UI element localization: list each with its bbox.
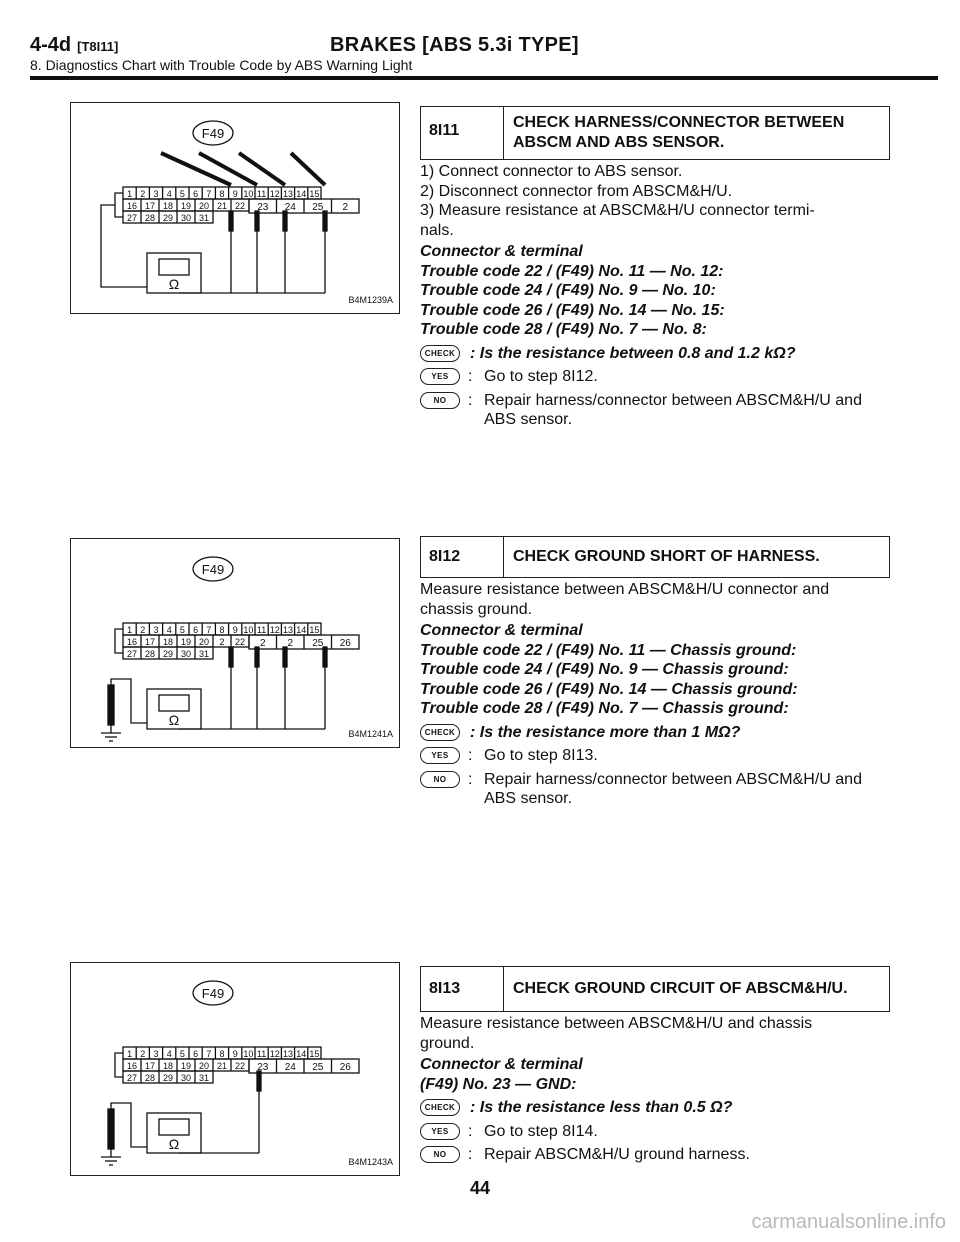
- pin-label: 17: [144, 201, 156, 211]
- pin-label: 2: [140, 1049, 146, 1059]
- check-badge: CHECK: [420, 1099, 460, 1116]
- check-badge: CHECK: [420, 345, 460, 362]
- step-8i13: [420, 966, 890, 1165]
- check-question: : Is the resistance more than 1 MΩ?: [470, 723, 741, 741]
- check-row: [420, 1098, 890, 1118]
- pin-label: 20: [198, 201, 210, 211]
- probe-tip: [283, 211, 287, 231]
- connector-heading: Connector & terminal: [420, 1056, 583, 1074]
- pin-label: 8: [219, 625, 225, 635]
- pin-label: 16: [126, 637, 138, 647]
- pin-label: 12: [269, 1049, 280, 1059]
- connector-group: [101, 981, 359, 1165]
- pin-label: 4: [166, 189, 172, 199]
- figure-code: B4M1239A: [348, 295, 393, 305]
- pin-label: 16: [126, 201, 138, 211]
- sensor-lead: [291, 153, 325, 185]
- no-action: Repair harness/connector between ABSCM&H/U and ABS sensor.: [484, 391, 862, 429]
- no-action: Repair harness/connector between ABSCM&H/U and ABS sensor.: [484, 770, 862, 808]
- pin-label: 2: [287, 638, 294, 649]
- step-text: Measure resistance between ABSCM&H/U connector and: [420, 581, 830, 598]
- pin-label: 4: [166, 1049, 172, 1059]
- no-row: NO : Repair ABSCM&H/U ground harness.: [420, 1145, 890, 1165]
- connector-latch: [115, 1053, 123, 1077]
- no-row: NO : Repair harness/connector between ABSCM&H/U and ABS sensor.: [420, 391, 890, 430]
- connector-latch: [115, 193, 123, 217]
- wiring-diagram-3: [71, 963, 399, 1175]
- trouble-code-line: Trouble code 22 / (F49) No. 11 — No. 12:: [420, 262, 724, 280]
- pin-label: 20: [198, 1061, 210, 1071]
- pin-label: 30: [180, 649, 192, 659]
- page-number: 44: [469, 1178, 491, 1198]
- pin-label: 5: [179, 189, 185, 199]
- probe-tip: [257, 1071, 261, 1091]
- page-header: [30, 34, 938, 73]
- ohm-symbol: Ω: [168, 712, 180, 728]
- page-subtitle: 8. Diagnostics Chart with Trouble Code by ABS Warning Light: [30, 57, 413, 73]
- pin-label: 3: [153, 625, 159, 635]
- pin-label: 2: [140, 625, 146, 635]
- pin-label: 12: [269, 625, 280, 635]
- step-title: CHECK HARNESS/CONNECTOR BETWEEN ABSCM AND ABS SENSOR.: [513, 114, 845, 151]
- figure-3: [70, 962, 400, 1176]
- pin-label: 25: [312, 202, 324, 213]
- pin-label: 14: [296, 1049, 307, 1059]
- step-number: 8I11: [429, 122, 460, 139]
- pin-label: 17: [144, 637, 156, 647]
- pin-label: 19: [180, 637, 192, 647]
- pin-label: 6: [193, 1049, 199, 1059]
- no-badge: NO: [420, 392, 460, 409]
- yes-action: Go to step 8I14.: [484, 1122, 598, 1140]
- step-8i11: [420, 106, 890, 430]
- trouble-code-line: Trouble code 26 / (F49) No. 14 — Chassis ground:: [420, 680, 798, 698]
- pin-label: 13: [282, 1049, 294, 1059]
- check-badge: CHECK: [420, 724, 460, 741]
- page-title: BRAKES [ABS 5.3i TYPE]: [330, 34, 579, 56]
- pin-label: 11: [256, 1049, 267, 1059]
- pin-label: 2: [342, 202, 349, 213]
- connector-heading: Connector & terminal: [420, 243, 583, 261]
- pin-label: 25: [312, 638, 324, 649]
- yes-badge: YES: [420, 747, 460, 764]
- wiring-diagram-1: [71, 103, 399, 313]
- wiring-diagram-2: [71, 539, 399, 747]
- pin-label: 4: [166, 625, 172, 635]
- pin-label: 8: [219, 1049, 225, 1059]
- pin-label: 29: [162, 1073, 174, 1083]
- yes-action: Go to step 8I13.: [484, 747, 598, 765]
- pin-label: 2: [259, 638, 266, 649]
- trouble-code-line: Trouble code 22 / (F49) No. 11 — Chassis ground:: [420, 641, 797, 659]
- pin-label: 27: [126, 649, 138, 659]
- step-header: [420, 536, 890, 578]
- yes-badge: YES: [420, 1123, 460, 1140]
- step-text: chassis ground.: [420, 600, 533, 618]
- pin-label: 3: [153, 1049, 159, 1059]
- yes-badge: YES: [420, 368, 460, 385]
- pin-label: 11: [256, 189, 267, 199]
- trouble-code-line: Trouble code 28 / (F49) No. 7 — No. 8:: [420, 321, 707, 339]
- pin-label: 21: [216, 1061, 228, 1071]
- connector-group: [101, 557, 359, 741]
- step-header: [420, 966, 890, 1012]
- pin-label: 19: [180, 201, 192, 211]
- trouble-code-line: Trouble code 24 / (F49) No. 9 — No. 10:: [420, 282, 716, 300]
- pin-label: 23: [257, 1062, 269, 1073]
- pin-label: 27: [126, 1073, 138, 1083]
- section-code: 4-4d [T8I11]: [30, 34, 119, 56]
- pin-label: 24: [284, 1062, 296, 1073]
- probe-tip: [229, 211, 233, 231]
- meter-return-wire: [101, 205, 147, 287]
- pin-label: 30: [180, 213, 192, 223]
- check-row: [420, 723, 890, 743]
- pin-label: 14: [296, 189, 307, 199]
- step-text: 3) Measure resistance at ABSCM&H/U connector termi-: [420, 202, 815, 220]
- no-action: Repair ABSCM&H/U ground harness.: [484, 1146, 750, 1164]
- pin-label: 19: [180, 1061, 192, 1071]
- pin-label: 31: [198, 213, 210, 223]
- pin-label: 5: [179, 625, 185, 635]
- pin-label: 7: [206, 1049, 212, 1059]
- connector-label: F49: [201, 126, 225, 141]
- pin-label: 6: [193, 625, 199, 635]
- step-8i12: [420, 536, 890, 809]
- pin-label: 17: [144, 1061, 156, 1071]
- ground-wire: [111, 679, 147, 733]
- probe-tip: [255, 211, 259, 231]
- pin-label: 28: [144, 649, 156, 659]
- ground-probe: [108, 685, 114, 725]
- pin-label: 10: [243, 1049, 254, 1059]
- pin-label: 15: [309, 189, 320, 199]
- header-rule: [30, 76, 938, 80]
- yes-action: Go to step 8I12.: [484, 368, 598, 386]
- connector-label: F49: [201, 562, 225, 577]
- step-title: CHECK GROUND CIRCUIT OF ABSCM&H/U.: [513, 980, 848, 997]
- pin-label: 28: [144, 213, 156, 223]
- no-row: NO : Repair harness/connector between ABSCM&H/U and ABS sensor.: [420, 770, 890, 809]
- figure-2: [70, 538, 400, 748]
- meter-display: [159, 695, 189, 711]
- pin-label: 18: [162, 201, 174, 211]
- probe-tip: [323, 647, 327, 667]
- pin-label: 2: [219, 637, 225, 647]
- pin-label: 30: [180, 1073, 192, 1083]
- pin-label: 27: [126, 213, 138, 223]
- pin-label: 18: [162, 637, 174, 647]
- probe-tip: [323, 211, 327, 231]
- pin-label: 10: [243, 625, 254, 635]
- ground-wire: [111, 1103, 147, 1157]
- check-question: : Is the resistance less than 0.5 Ω?: [470, 1099, 733, 1117]
- watermark: carmanualsonline.info: [751, 1211, 946, 1233]
- connector-latch: [115, 629, 123, 653]
- pin-label: 13: [282, 625, 294, 635]
- pin-label: 1: [127, 1049, 133, 1059]
- step-text: Measure resistance between ABSCM&H/U and chassis: [420, 1015, 813, 1032]
- pin-label: 23: [257, 202, 269, 213]
- pin-label: 31: [198, 1073, 210, 1083]
- pin-label: 16: [126, 1061, 138, 1071]
- step-number: 8I12: [429, 548, 461, 565]
- yes-row: YES : Go to step 8I12.: [420, 367, 890, 387]
- pin-label: 28: [144, 1073, 156, 1083]
- pin-label: 1: [127, 625, 133, 635]
- step-text: ground.: [420, 1034, 475, 1052]
- probe-tip: [229, 647, 233, 667]
- figure-code: B4M1241A: [348, 729, 393, 739]
- pin-label: 6: [193, 189, 199, 199]
- step-number: 8I13: [429, 980, 461, 997]
- connector-heading: Connector & terminal: [420, 622, 583, 640]
- trouble-code-line: Trouble code 28 / (F49) No. 7 — Chassis ground:: [420, 700, 789, 718]
- ground-probe: [108, 1109, 114, 1149]
- pin-label: 10: [243, 189, 254, 199]
- trouble-code-line: Trouble code 24 / (F49) No. 9 — Chassis ground:: [420, 661, 789, 679]
- check-question: : Is the resistance between 0.8 and 1.2 kΩ?: [470, 344, 796, 362]
- pin-label: 9: [232, 1049, 238, 1059]
- step-header: [420, 106, 890, 160]
- pin-label: 29: [162, 213, 174, 223]
- probe-tip: [255, 647, 259, 667]
- step-title: CHECK GROUND SHORT OF HARNESS.: [513, 548, 820, 565]
- check-row: [420, 344, 890, 364]
- pin-label: 1: [127, 189, 133, 199]
- pin-label: 26: [339, 1062, 351, 1073]
- no-badge: NO: [420, 771, 460, 788]
- step-text: 2) Disconnect connector from ABSCM&H/U.: [420, 182, 733, 200]
- terminal-line: (F49) No. 23 — GND:: [420, 1075, 577, 1093]
- pin-label: 3: [153, 189, 159, 199]
- yes-row: YES : Go to step 8I13.: [420, 746, 890, 766]
- pin-label: 24: [284, 202, 296, 213]
- meter-display: [159, 259, 189, 275]
- pin-label: 14: [296, 625, 307, 635]
- pin-label: 15: [309, 625, 320, 635]
- step-text: nals.: [420, 221, 454, 239]
- figure-1: [70, 102, 400, 314]
- no-badge: NO: [420, 1146, 460, 1163]
- pin-label: 8: [219, 189, 225, 199]
- pin-label: 21: [216, 201, 228, 211]
- pin-label: 9: [232, 625, 238, 635]
- pin-label: 22: [234, 201, 246, 211]
- connector-label: F49: [201, 986, 225, 1001]
- pin-label: 12: [269, 189, 280, 199]
- pin-label: 29: [162, 649, 174, 659]
- pin-label: 25: [312, 1062, 324, 1073]
- pin-label: 31: [198, 649, 210, 659]
- step-text: 1) Connect connector to ABS sensor.: [420, 163, 683, 180]
- pin-label: 26: [339, 638, 351, 649]
- pin-label: 2: [140, 189, 146, 199]
- pin-label: 13: [282, 189, 294, 199]
- probe-tip: [283, 647, 287, 667]
- pin-label: 7: [206, 625, 212, 635]
- pin-label: 15: [309, 1049, 320, 1059]
- pin-label: 22: [234, 637, 246, 647]
- pin-label: 20: [198, 637, 210, 647]
- pin-label: 11: [256, 625, 267, 635]
- pin-label: 9: [232, 189, 238, 199]
- trouble-code-line: Trouble code 26 / (F49) No. 14 — No. 15:: [420, 301, 725, 319]
- sensor-lead: [161, 153, 231, 185]
- pin-label: 7: [206, 189, 212, 199]
- pin-label: 22: [234, 1061, 246, 1071]
- pin-label: 5: [179, 1049, 185, 1059]
- yes-row: YES : Go to step 8I14.: [420, 1122, 890, 1142]
- ohm-symbol: Ω: [168, 276, 180, 292]
- figure-code: B4M1243A: [348, 1157, 393, 1167]
- ohm-symbol: Ω: [168, 1136, 180, 1152]
- pin-label: 18: [162, 1061, 174, 1071]
- meter-display: [159, 1119, 189, 1135]
